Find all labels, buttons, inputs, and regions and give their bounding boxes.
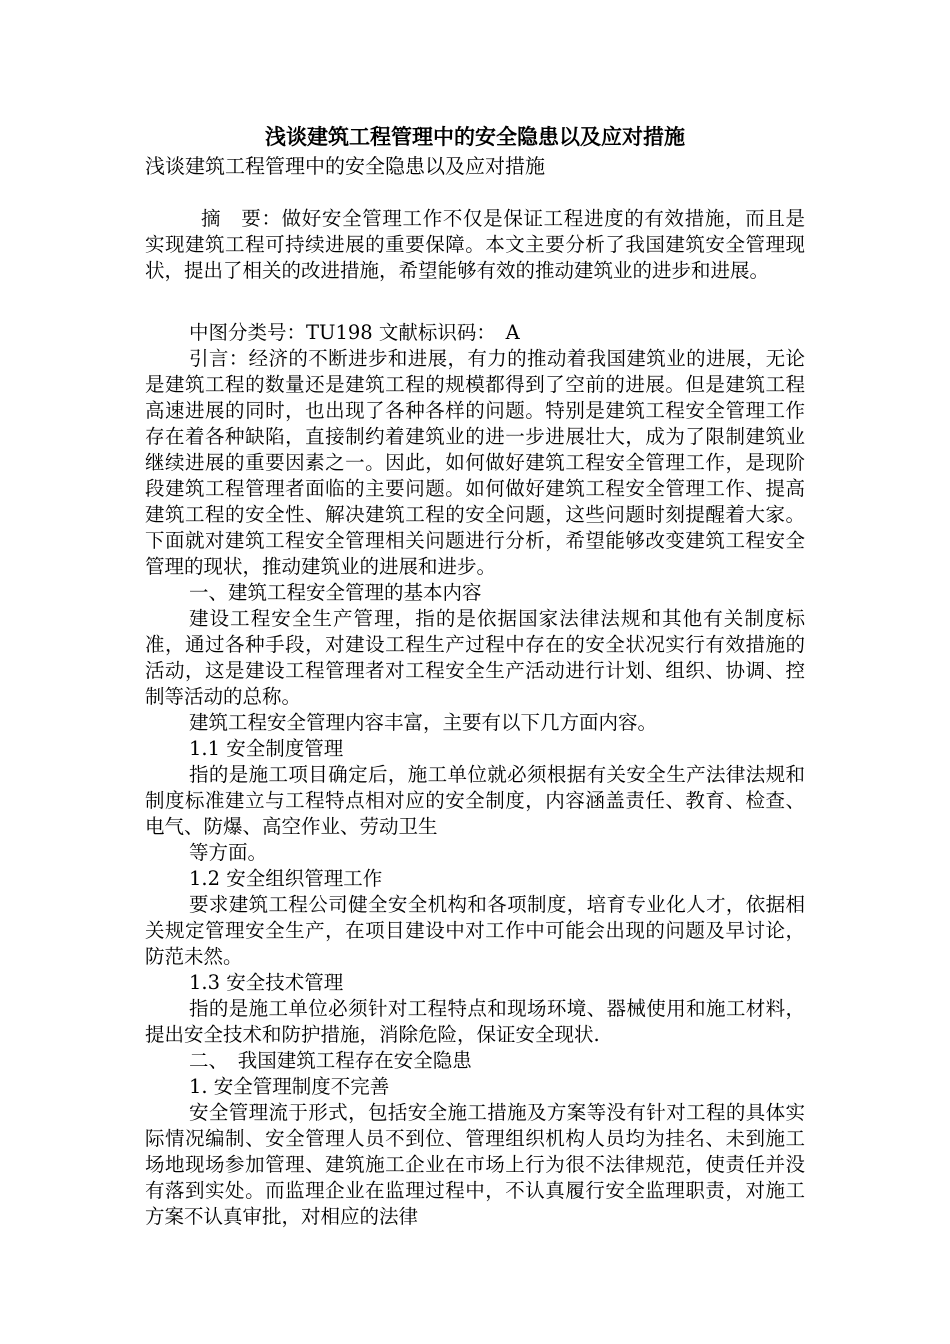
intro-paragraph: 引言：经济的不断进步和进展，有力的推动着我国建筑业的进展，无论是建筑工程的数量还是建筑工程的规模都得到了空前的进展。但是建筑工程高速进展的同时，也出现了各种各样的问题。特别是建筑工程安全管理工作存在着各种缺陷，直接制约着建筑业的进一步进展壮大，成为了限制建筑业继续进展的重要因素之一。因此，如何做好建筑工程安全管理工作，是现阶段建筑工程管理者面临的主要问题。如何做好建筑工程安全管理工作、提高建筑工程的安全性、解决建筑工程的安全问题，这些问题时刻提醒着大家。下面就对建筑工程安全管理相关问题进行分析，希望能够改变建筑工程安全管理的现状，推动建筑业的进展和进步。 <box>145 347 805 578</box>
section-heading: 二、 我国建筑工程存在安全隐患 <box>189 1049 472 1072</box>
document-subtitle: 浅谈建筑工程管理中的安全隐患以及应对措施 <box>145 154 545 178</box>
subsection-heading: 1.3 安全技术管理 <box>189 971 344 994</box>
subsection-heading: 1.1 安全制度管理 <box>189 737 344 760</box>
classification-line: 中图分类号：TU198 文献标识码： A <box>189 321 520 344</box>
blank-line <box>145 284 805 310</box>
body-paragraph-tail: 等方面。 <box>189 841 268 864</box>
blank-line <box>145 310 805 320</box>
document-page <box>145 122 805 1230</box>
subsection-heading: 1.2 安全组织管理工作 <box>189 867 383 890</box>
blank-line <box>145 180 805 206</box>
document-title: 浅谈建筑工程管理中的安全隐患以及应对措施 <box>265 125 685 149</box>
section-heading: 一、建筑工程安全管理的基本内容 <box>189 581 482 604</box>
abstract-paragraph: 摘 要：做好安全管理工作不仅是保证工程进度的有效措施，而且是实现建筑工程可持续进展的重要保障。本文主要分析了我国建筑安全管理现状，提出了相关的改进措施，希望能够有效的推动建筑业的进步和进展。 <box>145 207 805 282</box>
body-paragraph: 指的是施工项目确定后，施工单位就必须根据有关安全生产法律法规和制度标准建立与工程特点相对应的安全制度，内容涵盖责任、教育、检查、电气、防爆、高空作业、劳动卫生 <box>145 763 805 838</box>
body-paragraph: 要求建筑工程公司健全安全机构和各项制度，培育专业化人才，依据相关规定管理安全生产，在项目建设中对工作中可能会出现的问题及早讨论，防范未然。 <box>145 893 805 968</box>
body-paragraph: 指的是施工单位必须针对工程特点和现场环境、器械使用和施工材料，提出安全技术和防护措施，消除危险，保证安全现状. <box>145 997 805 1046</box>
body-paragraph: 建设工程安全生产管理，指的是依据国家法律法规和其他有关制度标准，通过各种手段，对建设工程生产过程中存在的安全状况实行有效措施的活动，这是建设工程管理者对工程安全生产活动进行计划、组织、协调、控制等活动的总称。 <box>145 607 805 708</box>
body-paragraph: 安全管理流于形式，包括安全施工措施及方案等没有针对工程的具体实际情况编制、安全管理人员不到位、管理组织机构人员均为挂名、未到施工场地现场参加管理、建筑施工企业在市场上行为很不法律规范，使责任并没有落到实处。而监理企业在监理过程中，不认真履行安全监理职责，对施工方案不认真审批，对相应的法律 <box>145 1101 805 1228</box>
body-paragraph: 建筑工程安全管理内容丰富，主要有以下几方面内容。 <box>189 711 658 734</box>
subsection-heading: 1. 安全管理制度不完善 <box>189 1075 390 1098</box>
